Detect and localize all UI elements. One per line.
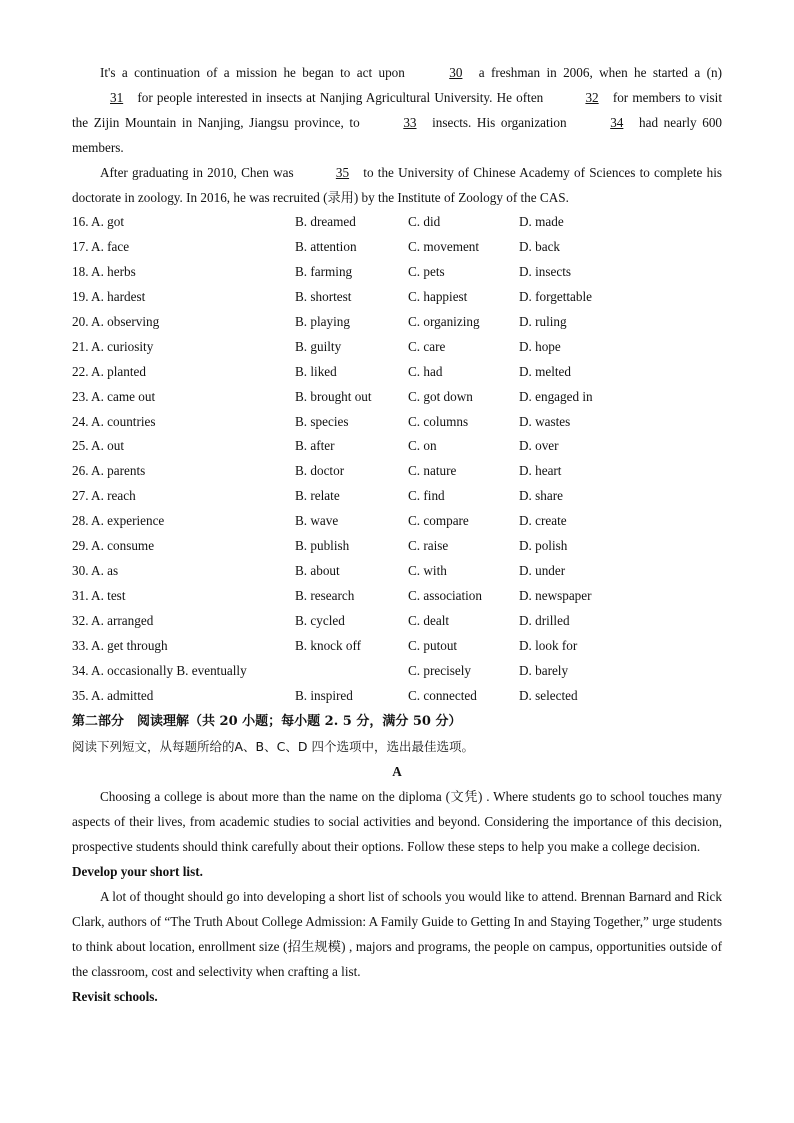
option-34-c: C. precisely — [408, 662, 471, 678]
option-35-a: 35. A. admitted — [72, 687, 154, 703]
blank-33: 33 — [403, 115, 417, 130]
option-a: 19. A. hardest — [72, 288, 146, 304]
option-row — [72, 459, 722, 484]
option-b: B. dreamed — [295, 214, 356, 229]
option-d: D. back — [519, 238, 561, 254]
option-d: D. made — [519, 214, 564, 229]
option-d: D. engaged in — [519, 388, 593, 404]
option-b: B. about — [295, 563, 340, 579]
part2-heading: 第二部分 阅读理解（共 20 小题；每小题 2. 5 分，满分 50 分） — [72, 713, 462, 729]
option-34-ab: 34. A. occasionally B. eventually — [72, 662, 247, 678]
option-b: B. cycled — [295, 613, 345, 628]
option-row — [72, 484, 722, 509]
option-c: C. columns — [408, 413, 469, 429]
option-a: 30. A. as — [72, 563, 119, 579]
option-a: 31. A. test — [72, 588, 126, 604]
option-a: 26. A. parents — [72, 463, 146, 479]
text-run: After graduating in 2010, Chen was — [100, 165, 294, 180]
option-row — [72, 385, 722, 410]
blank-35: 35 — [335, 165, 350, 180]
options-list — [72, 210, 722, 659]
option-a: 27. A. reach — [72, 488, 136, 504]
option-c: C. compare — [408, 513, 469, 529]
option-row — [72, 310, 722, 335]
option-row — [72, 210, 722, 235]
option-b: B. attention — [295, 238, 357, 254]
option-a: 17. A. face — [72, 238, 130, 254]
option-row — [72, 410, 722, 435]
option-c: C. got down — [408, 388, 473, 404]
exam-page — [72, 60, 722, 1009]
option-c: C. happiest — [408, 288, 468, 304]
option-c: C. pets — [408, 263, 445, 279]
passage-paragraph-2 — [72, 160, 722, 210]
option-c: C. with — [408, 563, 447, 579]
option-35-d: D. selected — [519, 687, 578, 703]
option-b: B. guilty — [295, 338, 342, 354]
option-d: D. over — [519, 438, 559, 454]
text-run: to the University of Chinese Academy of Sciences to complete his doctorate in zoology. In 2016, he was recruited (录用) by the Institute of Zoology of the CAS. — [72, 165, 723, 205]
reading-paragraph-2: A lot of thought should go into developing a short list of schools you would like to attend. Brennan Barnard and Rick Clark, authors of “The Truth About College Admission: A Family Guide to Getting In and Staying Together,” urge students to think about location, enrollment size (招生规模) , majors and programs, the people on campus, opportunities outside of the classroom, cost and selectivity when crafting a list. — [72, 888, 722, 979]
option-b: B. doctor — [295, 463, 345, 479]
subheading-develop: Develop your short list. — [72, 863, 203, 879]
option-d: D. share — [519, 488, 563, 504]
option-row — [72, 434, 722, 459]
text-run: for people interested in insects at Nanjing Agricultural University. He often — [137, 90, 544, 105]
subheading-revisit: Revisit schools. — [72, 988, 158, 1004]
option-c: C. putout — [408, 637, 458, 653]
text-run: It's a continuation of a mission he began to act upon — [100, 65, 405, 80]
option-a: 33. A. get through — [72, 637, 168, 653]
option-d: D. look for — [519, 637, 578, 653]
option-row — [72, 609, 722, 634]
option-d: D. heart — [519, 463, 562, 479]
option-b: B. knock off — [295, 637, 362, 653]
option-a: 22. A. planted — [72, 363, 146, 379]
option-c: C. did — [408, 214, 441, 229]
part2-instruction: 阅读下列短文，从每题所给的A、B、C、D 四个选项中，选出最佳选项。 — [72, 738, 474, 754]
option-35-c: C. connected — [408, 687, 477, 703]
option-d: D. hope — [519, 338, 561, 354]
option-b: B. relate — [295, 488, 340, 504]
option-b: B. playing — [295, 313, 350, 329]
option-row — [72, 260, 722, 285]
blank-32: 32 — [585, 90, 599, 105]
option-a: 23. A. came out — [72, 388, 156, 404]
option-a: 28. A. experience — [72, 513, 165, 529]
option-a: 21. A. curiosity — [72, 338, 154, 354]
option-row — [72, 235, 722, 260]
option-a: 29. A. consume — [72, 538, 155, 554]
option-c: C. care — [408, 338, 446, 354]
option-35-b: B. inspired — [295, 687, 353, 703]
option-d: D. drilled — [519, 613, 570, 628]
option-row — [72, 634, 722, 659]
text-run: had nearly 600 members. — [72, 115, 723, 155]
option-a: 32. A. arranged — [72, 613, 154, 628]
option-d: D. ruling — [519, 313, 567, 329]
option-c: C. association — [408, 588, 482, 604]
reading-paragraph-1: Choosing a college is about more than the name on the diploma (文凭) . Where students go to school touches many aspects of their lives, from academic studies to social activities and beyond. Considering the importance of this decision, prospective students should think carefully about their options. Follow these steps to help you make a college decision. — [72, 788, 722, 854]
option-b: B. species — [295, 413, 349, 429]
option-c: C. had — [408, 363, 443, 379]
option-a: 20. A. observing — [72, 313, 160, 329]
option-c: C. on — [408, 438, 437, 454]
option-row — [72, 360, 722, 385]
option-a: 18. A. herbs — [72, 263, 136, 279]
option-b: B. farming — [295, 263, 353, 279]
blank-30: 30 — [449, 65, 463, 80]
option-row-35 — [72, 684, 722, 709]
blank-34: 34 — [610, 115, 624, 130]
option-row — [72, 534, 722, 559]
option-b: B. publish — [295, 538, 350, 554]
option-a: 24. A. countries — [72, 413, 156, 429]
option-d: D. wastes — [519, 413, 571, 429]
option-d: D. create — [519, 513, 567, 529]
option-b: B. brought out — [295, 388, 372, 404]
blank-31: 31 — [110, 90, 124, 105]
option-b: B. research — [295, 588, 355, 604]
option-b: B. liked — [295, 363, 337, 379]
option-d: D. melted — [519, 363, 572, 379]
option-row — [72, 285, 722, 310]
option-row-34 — [72, 659, 722, 684]
option-d: D. polish — [519, 538, 568, 554]
option-d: D. under — [519, 563, 566, 579]
option-c: C. nature — [408, 463, 457, 479]
option-d: D. forgettable — [519, 288, 592, 304]
text-run: a freshman in 2006, when he started a (n) — [478, 65, 723, 80]
option-a: 25. A. out — [72, 438, 125, 454]
option-d: D. newspaper — [519, 588, 592, 604]
option-row — [72, 509, 722, 534]
option-row — [72, 335, 722, 360]
text-run: insects. His organization — [432, 115, 567, 130]
option-c: C. organizing — [408, 313, 480, 329]
option-b: B. wave — [295, 513, 339, 529]
option-34-d: D. barely — [519, 662, 569, 678]
option-row — [72, 559, 722, 584]
option-c: C. find — [408, 488, 445, 504]
option-b: B. after — [295, 438, 335, 454]
passage-a-title: A — [392, 763, 402, 779]
option-b: B. shortest — [295, 288, 352, 304]
option-c: C. dealt — [408, 613, 450, 628]
option-d: D. insects — [519, 263, 572, 279]
option-a: 16. A. got — [72, 214, 125, 229]
option-c: C. movement — [408, 238, 480, 254]
passage-paragraph-1 — [72, 60, 722, 160]
option-row — [72, 584, 722, 609]
text-run: for members to visit the Zijin Mountain in Nanjing, Jiangsu province, to — [72, 90, 723, 130]
option-c: C. raise — [408, 538, 449, 554]
